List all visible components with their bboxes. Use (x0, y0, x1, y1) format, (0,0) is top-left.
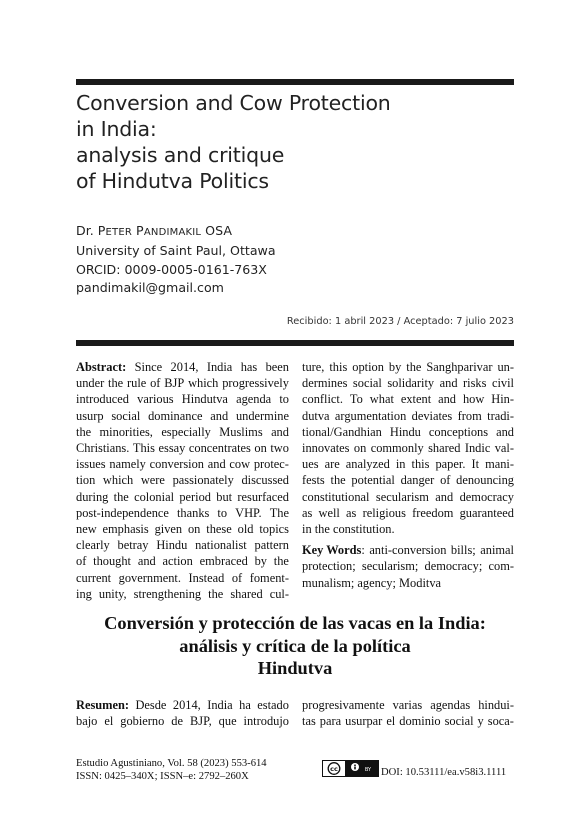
abstract-line: clearly betray Hindu nationalist pattern (76, 538, 289, 553)
abstract-line: as well as religious freedom guaranteed (302, 505, 514, 520)
abstract-line: tional/Gandhian Hindu conceptions and (302, 424, 514, 439)
spanish-title-line: Hindutva (257, 658, 333, 678)
abstract-line: issues namely conversion and cow protec- (76, 457, 289, 472)
title-line: analysis and critique (76, 143, 285, 167)
resumen-line: Resumen: Desde 2014, India ha estado (76, 698, 289, 712)
abstract-line: new emphasis given on these old topics (76, 522, 289, 537)
abstract-line: conflict. To what extent and how Hin- (302, 392, 514, 407)
resumen-right-column (302, 697, 514, 729)
spanish-title-line: análisis y crítica de la política (179, 635, 411, 656)
abstract-right-column (302, 359, 514, 591)
journal-footer (76, 757, 267, 784)
svg-text:BY: BY (364, 767, 371, 773)
author-name: Dr. PETER PANDIMAKIL OSA (76, 223, 232, 238)
spanish-title (76, 612, 514, 680)
abstract-line: in the constitution. (302, 522, 395, 537)
resumen-left-column (76, 697, 289, 729)
abstract-line: introduced various Hindutva agenda to (76, 392, 289, 407)
abstract-line: the minorities, especially Muslims and (76, 424, 289, 439)
abstract-line: Christians. This essay concentrates on two (76, 441, 289, 456)
abstract-line: ing unity, strengthening the shared cul- (76, 586, 289, 601)
abstract-line: Abstract: Since 2014, India has been (76, 360, 289, 374)
abstract-line: current government. Instead of foment- (76, 570, 289, 585)
keywords-line: Key Words: anti-conversion bills; animal (302, 543, 514, 558)
title-line: Conversion and Cow Protection (76, 91, 391, 115)
abstract-line: constitutional secularism and democracy (302, 489, 514, 504)
doi-link[interactable]: DOI: 10.53111/ea.v58i3.1111 (381, 767, 507, 778)
resumen-line: bajo el gobierno de BJP, que introdujo (76, 714, 289, 729)
article-title (76, 90, 496, 194)
author-block (76, 222, 276, 297)
mid-rule (76, 340, 514, 346)
abstract-left-column (76, 359, 289, 602)
author-email: pandimakil@gmail.com (76, 279, 224, 295)
received-accepted-dates: Recibido: 1 abril 2023 / Aceptado: 7 julio 2023 (286, 316, 514, 327)
author-last-name: PANDIMAKIL (136, 223, 202, 238)
abstract-line: ues are analyzed in this paper. It mani- (302, 457, 514, 472)
resumen-line: progresivamente varias agendas hindui- (302, 698, 514, 712)
resumen-line: tas para usurpar el dominio social y soca- (302, 714, 514, 729)
cc-by-license-badge[interactable] (322, 760, 379, 777)
author-affiliation: University of Saint Paul, Ottawa (76, 243, 276, 259)
by-attribution-icon (345, 761, 378, 776)
abstract-line: during the colonial period but resurfaced (76, 489, 289, 504)
abstract-line: dermines social solidarity and risks civil (302, 376, 514, 391)
abstract-line: under the rule of BJP which progressively (76, 376, 289, 391)
keywords-line: munalism; agency; Moditva (302, 575, 442, 590)
title-line: of Hindutva Politics (76, 169, 269, 193)
abstract-line: innovates on commonly shared Indic val- (302, 441, 514, 456)
abstract-line: fests the potential danger of denouncing (302, 473, 514, 488)
cc-icon (323, 761, 345, 776)
spanish-title-line: Conversión y protección de las vacas en la India: (104, 613, 486, 633)
abstract-line: ture, this option by the Sanghparivar un- (302, 360, 514, 374)
abstract-line: dutva argumentation deviates from tradi- (302, 408, 514, 423)
abstract-line: tion which were passionately discussed (76, 473, 289, 488)
author-orcid: ORCID: 0009-0005-0161-763X (76, 261, 267, 277)
abstract-line: post-independence thanks to VHP. The (76, 505, 289, 520)
top-rule (76, 79, 514, 85)
journal-citation: Estudio Agustiniano, Vol. 58 (2023) 553-614 (76, 758, 267, 769)
abstract-line: of thought and action embraced by the (76, 554, 289, 569)
title-line: in India: (76, 117, 157, 141)
author-first-name: PETER (97, 223, 133, 238)
abstract-line: usurp social dominance and undermine (76, 408, 289, 423)
journal-issn: ISSN: 0425–340X; ISSN–e: 2792–260X (76, 771, 249, 783)
svg-text:cc: cc (330, 765, 338, 773)
keywords-line: protection; secularism; democracy; com- (302, 559, 514, 574)
